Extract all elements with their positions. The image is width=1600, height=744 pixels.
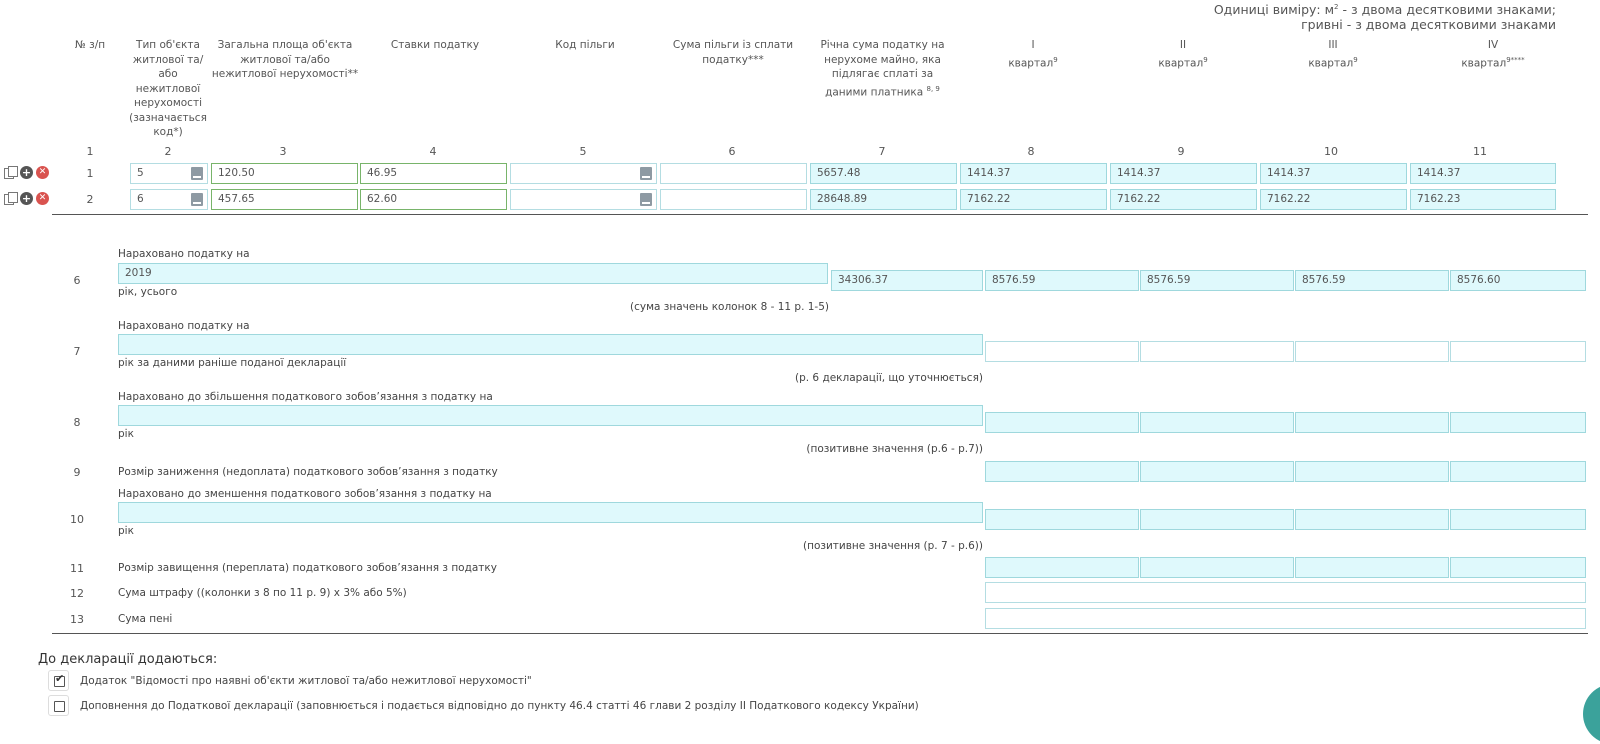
row-number: 9	[73, 466, 81, 479]
table-divider	[52, 214, 1588, 215]
quarter-2-field[interactable]	[1140, 412, 1294, 433]
column-number: 11	[1473, 145, 1487, 158]
row-7-note: (р. 6 декларації, що уточнюється)	[795, 372, 983, 384]
row-number: 8	[73, 416, 81, 429]
header-col-8: I квартал$^9$	[1008, 39, 1058, 69]
column-number: 8	[1027, 145, 1035, 158]
object-type-field[interactable]: 5	[130, 163, 208, 184]
benefit-code-field[interactable]	[510, 189, 657, 210]
quarter-1-field[interactable]	[985, 461, 1139, 482]
penalty-field[interactable]	[985, 608, 1586, 629]
book-icon[interactable]	[640, 193, 652, 206]
row-10-label-top: Нараховано до зменшення податкового зобов’язання з податку на	[118, 488, 492, 500]
row-10-label-bottom: рік	[118, 525, 134, 537]
row-actions	[4, 192, 49, 205]
attachment-label: Додаток "Відомості про наявні об'єкти житлової та/або нежитлової нерухомості"	[80, 675, 532, 687]
row-13-label: Сума пені	[118, 613, 173, 625]
add-icon[interactable]: +	[21, 192, 32, 205]
header-col-7: Річна сума податку на нерухоме майно, яка підлягає сплаті за даними платника $^{8, 9}$	[820, 39, 945, 98]
column-number: 7	[878, 145, 886, 158]
book-icon[interactable]	[191, 193, 203, 206]
header-col-4: Ставки податку	[390, 39, 480, 51]
quarter-3-field[interactable]: 1414.37	[1260, 163, 1407, 184]
year-field[interactable]: 2019	[118, 263, 828, 284]
row-actions	[4, 166, 49, 179]
column-number: 1	[86, 145, 94, 158]
quarter-1-total-field[interactable]: 8576.59	[985, 270, 1139, 291]
row-number: 13	[70, 613, 84, 626]
year-field[interactable]	[118, 334, 983, 355]
attachment-checkbox[interactable]	[48, 670, 69, 691]
table-bottom-divider	[52, 633, 1588, 634]
quarter-3-field[interactable]	[1295, 557, 1449, 578]
quarter-1-field[interactable]	[985, 341, 1139, 362]
quarter-4-total-field[interactable]: 8576.60	[1450, 270, 1586, 291]
benefit-code-field[interactable]	[510, 163, 657, 184]
quarter-2-field[interactable]: 1414.37	[1110, 163, 1257, 184]
area-field[interactable]: 457.65	[211, 189, 358, 210]
quarter-2-field[interactable]	[1140, 341, 1294, 362]
header-col-2: Тип об'єкта житлової та/або нежитлової нерухомості (зазначається код*)	[129, 39, 207, 138]
fine-field[interactable]	[985, 582, 1586, 603]
header-col-3: Загальна площа об'єкта житлової та/або нежитлової нерухомості**	[211, 39, 359, 80]
quarter-4-field[interactable]	[1450, 341, 1586, 362]
delete-icon[interactable]: ✕	[36, 192, 49, 205]
quarter-1-field[interactable]	[985, 509, 1139, 530]
quarter-3-field[interactable]	[1295, 341, 1449, 362]
annual-sum-field[interactable]: 5657.48	[810, 163, 957, 184]
column-number: 5	[579, 145, 587, 158]
supplement-label: Доповнення до Податкової декларації (заповнюється і подається відповідно до пункту 46.4 статті 46 глави 2 розділу ІІ Податкового кодексу України)	[80, 700, 919, 712]
header-col-10: III квартал$^9$	[1308, 39, 1358, 69]
benefit-sum-field[interactable]	[660, 189, 807, 210]
quarter-3-field[interactable]	[1295, 509, 1449, 530]
add-icon[interactable]: +	[21, 166, 32, 179]
quarter-4-field[interactable]: 7162.23	[1410, 189, 1556, 210]
column-number: 3	[279, 145, 287, 158]
quarter-4-field[interactable]	[1450, 461, 1586, 482]
row-number: 7	[73, 345, 81, 358]
quarter-4-field[interactable]	[1450, 509, 1586, 530]
header-col-11: IV квартал$^{9****}$	[1461, 39, 1525, 69]
floating-action-button[interactable]	[1583, 684, 1600, 744]
book-icon[interactable]	[640, 167, 652, 180]
supplement-checkbox[interactable]	[48, 695, 69, 716]
object-type-field[interactable]: 6	[130, 189, 208, 210]
rate-field[interactable]: 46.95	[360, 163, 507, 184]
units-note: Одиниці виміру: $м^2$ - з двома десятковими знаками; гривні - з двома десятковими знаками	[1213, 2, 1556, 33]
check-icon: ✔	[55, 672, 65, 685]
quarter-3-field[interactable]	[1295, 412, 1449, 433]
row-number: 10	[70, 513, 84, 526]
row-12-label: Сума штрафу ((колонки з 8 по 11 р. 9) х 3% або 5%)	[118, 587, 407, 599]
row-6-note: (сума значень колонок 8 - 11 р. 1-5)	[629, 301, 829, 313]
copy-icon[interactable]	[4, 192, 17, 205]
copy-icon[interactable]	[4, 166, 17, 179]
row-7-label-top: Нараховано податку на	[118, 320, 250, 332]
header-col-5: Код пільги	[555, 39, 615, 51]
row-number: 2	[86, 193, 94, 206]
quarter-2-field[interactable]	[1140, 461, 1294, 482]
header-col-9: II квартал$^9$	[1158, 39, 1208, 69]
header-col-1: № з/п	[74, 39, 106, 51]
column-number: 9	[1177, 145, 1185, 158]
column-number: 4	[429, 145, 437, 158]
rate-field[interactable]: 62.60	[360, 189, 507, 210]
row-6-label-bottom: рік, усього	[118, 286, 178, 298]
row-number: 6	[73, 274, 81, 287]
row-number: 11	[70, 562, 84, 575]
column-number: 10	[1324, 145, 1338, 158]
row-11-label: Розмір завищення (переплата) податкового зобов’язання з податку	[118, 562, 497, 574]
column-number: 6	[728, 145, 736, 158]
quarter-3-field[interactable]	[1295, 461, 1449, 482]
row-8-label-bottom: рік	[118, 428, 134, 440]
total-field[interactable]: 34306.37	[831, 270, 983, 291]
area-field[interactable]: 120.50	[211, 163, 358, 184]
benefit-sum-field[interactable]	[660, 163, 807, 184]
column-number: 2	[164, 145, 172, 158]
quarter-2-total-field[interactable]: 8576.59	[1140, 270, 1294, 291]
quarter-1-field[interactable]	[985, 557, 1139, 578]
quarter-1-field[interactable]	[985, 412, 1139, 433]
row-8-note: (позитивне значення (р.6 - р.7))	[806, 443, 983, 455]
quarter-3-total-field[interactable]: 8576.59	[1295, 270, 1449, 291]
row-7-label-bottom: рік за даними раніше поданої декларації	[118, 357, 347, 369]
row-6-label-top: Нараховано податку на	[118, 248, 250, 260]
book-icon[interactable]	[191, 167, 203, 180]
delete-icon[interactable]: ✕	[36, 166, 49, 179]
row-number: 12	[70, 587, 84, 600]
row-number: 1	[86, 167, 94, 180]
attachments-title: До декларації додаються:	[38, 652, 218, 667]
quarter-2-field[interactable]: 7162.22	[1110, 189, 1257, 210]
year-field[interactable]	[118, 405, 983, 426]
year-field[interactable]	[118, 502, 983, 523]
annual-sum-field[interactable]: 28648.89	[810, 189, 957, 210]
quarter-2-field[interactable]	[1140, 509, 1294, 530]
quarter-1-field[interactable]: 1414.37	[960, 163, 1107, 184]
quarter-4-field[interactable]	[1450, 412, 1586, 433]
quarter-4-field[interactable]	[1450, 557, 1586, 578]
quarter-2-field[interactable]	[1140, 557, 1294, 578]
header-col-6: Сума пільги із сплати податку***	[672, 39, 794, 66]
row-9-label: Розмір заниження (недоплата) податкового зобов’язання з податку	[118, 466, 498, 478]
quarter-3-field[interactable]: 7162.22	[1260, 189, 1407, 210]
quarter-4-field[interactable]: 1414.37	[1410, 163, 1556, 184]
row-8-label-top: Нараховано до збільшення податкового зобов’язання з податку на	[118, 391, 493, 403]
quarter-1-field[interactable]: 7162.22	[960, 189, 1107, 210]
row-10-note: (позитивне значення (р. 7 - р.6))	[803, 540, 983, 552]
